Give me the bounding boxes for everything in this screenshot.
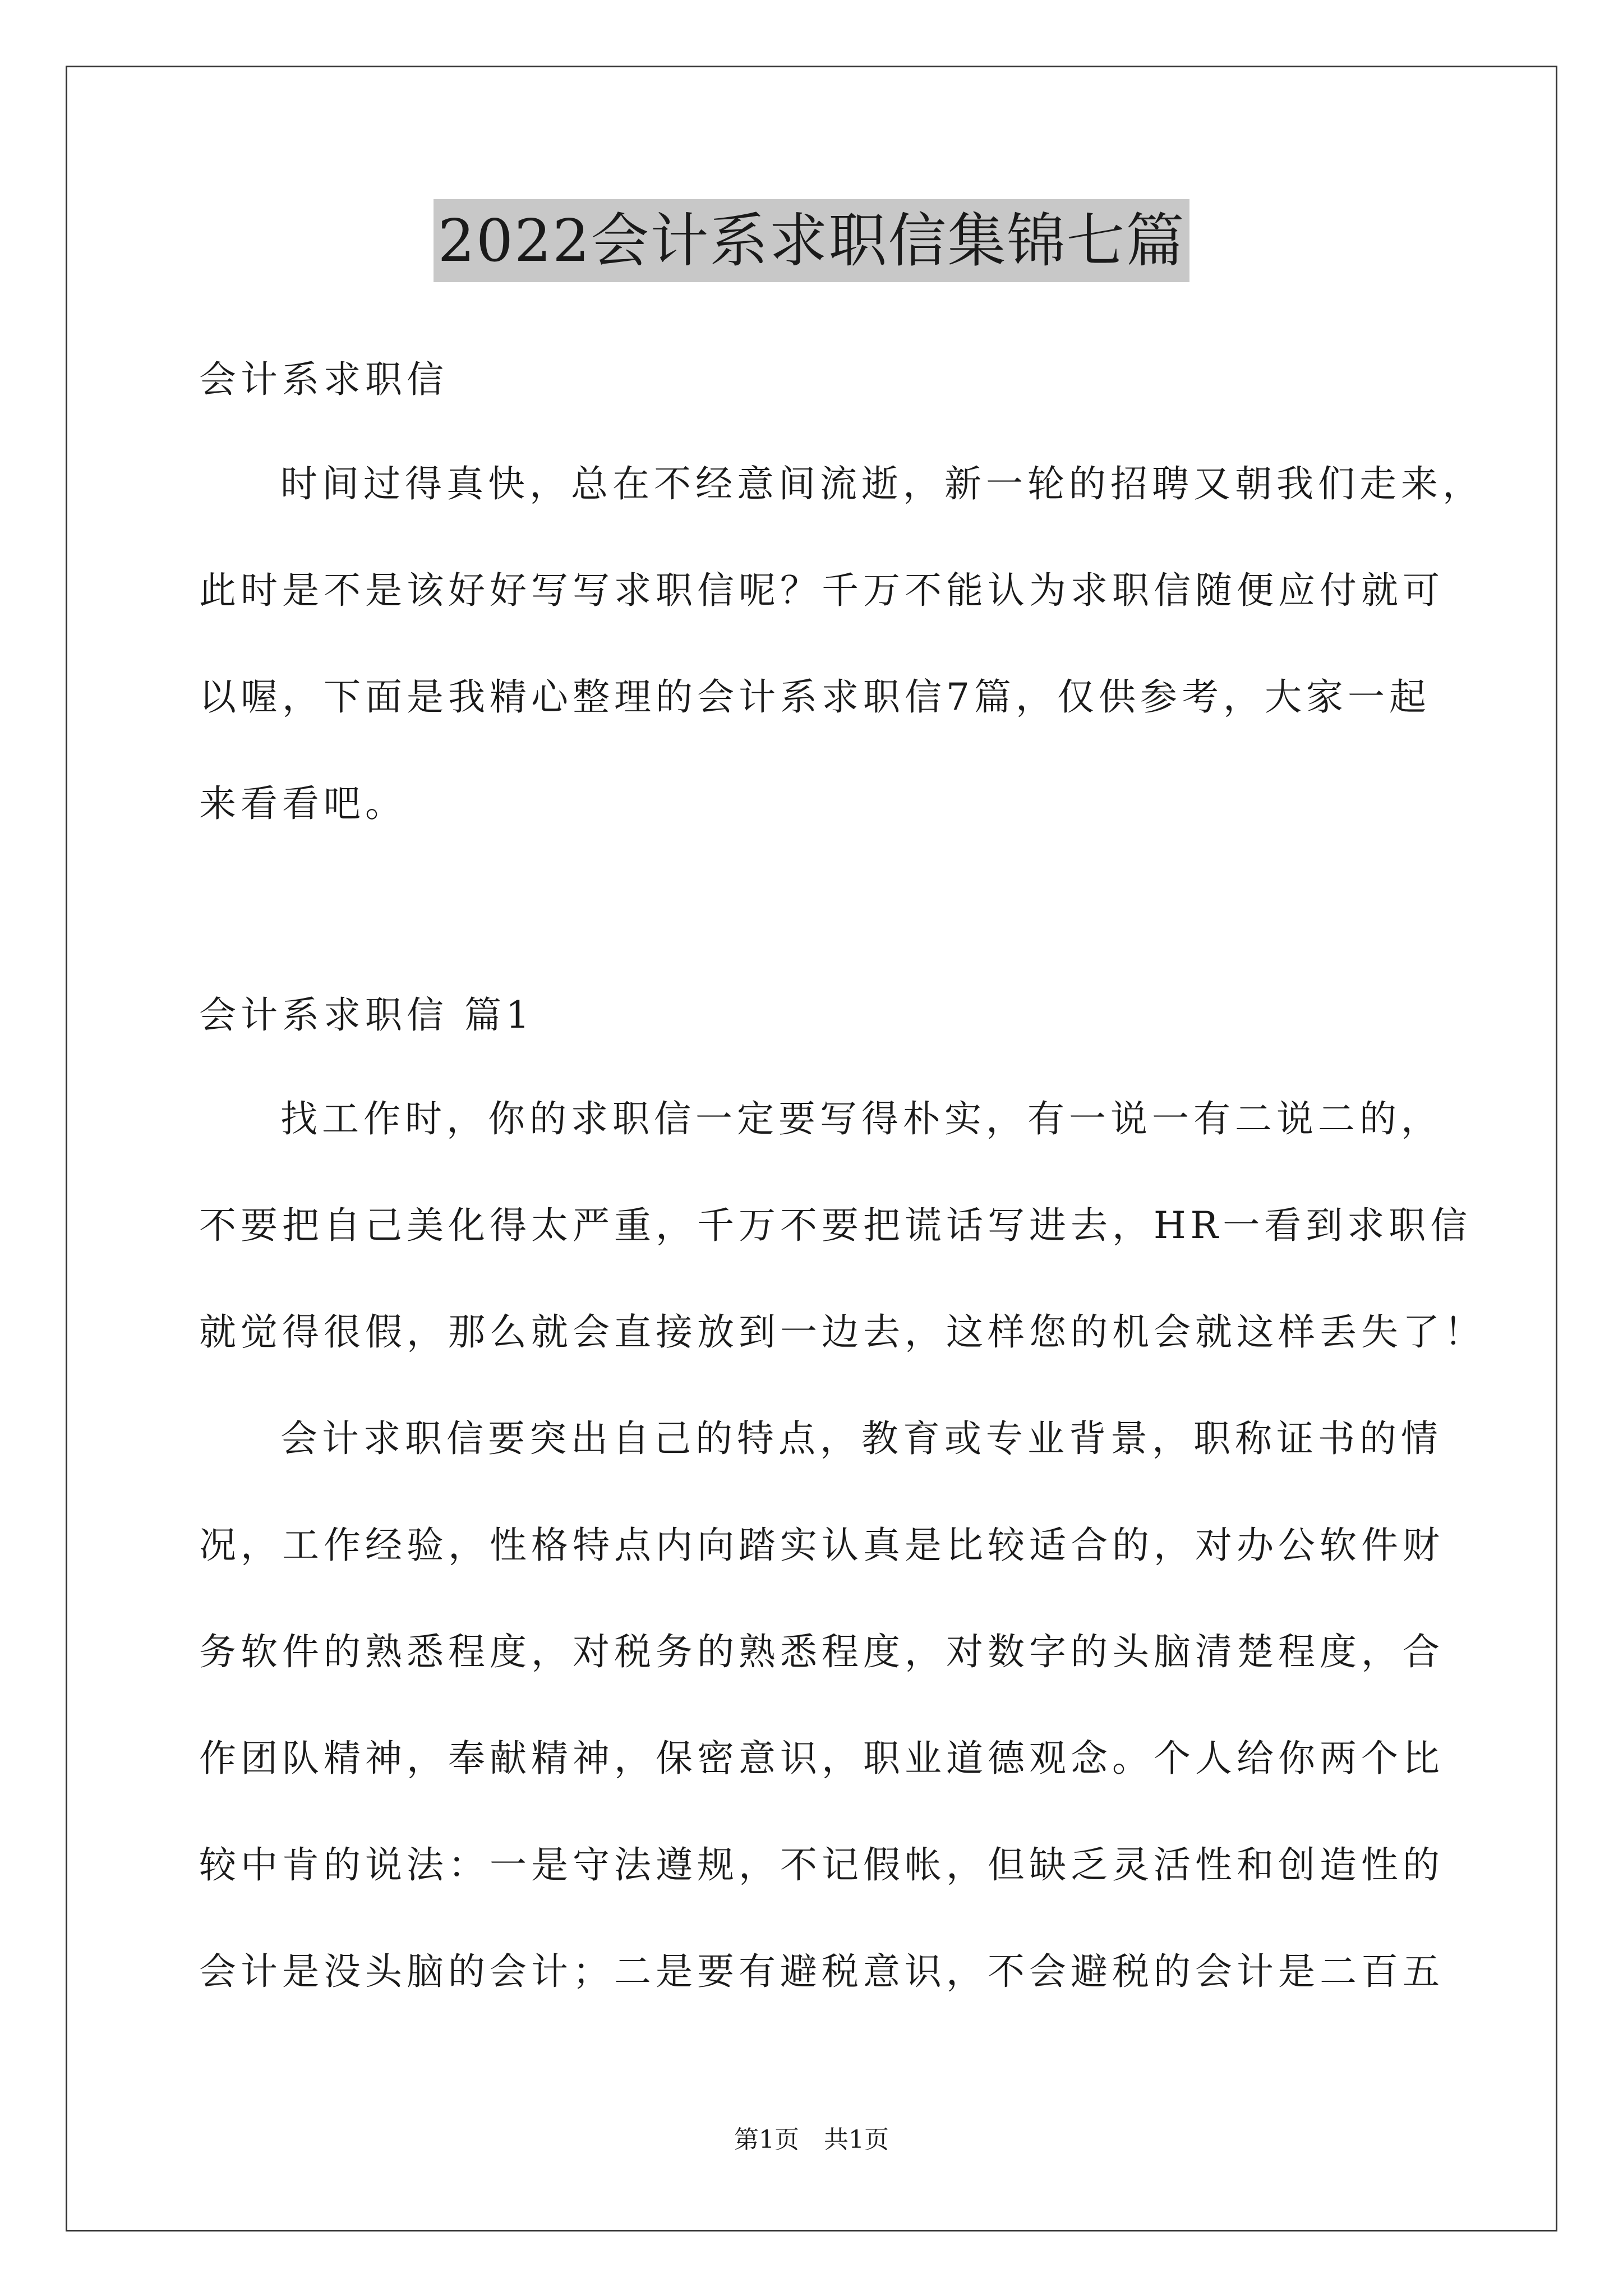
paragraph-line: 以喔，下面是我精心整理的会计系求职信7篇，仅供参考，大家一起 — [199, 675, 1431, 719]
paragraph-line: 来看看吧。 — [199, 782, 407, 825]
paragraph-line: 况，工作经验，性格特点内向踏实认真是比较适合的，对办公软件财 — [199, 1524, 1444, 1567]
title-container — [0, 199, 1623, 282]
paragraph-line: 此时是不是该好好写写求职信呢？千万不能认为求职信随便应付就可 — [199, 569, 1444, 612]
paragraph-line: 就觉得很假，那么就会直接放到一边去，这样您的机会就这样丢失了！ — [199, 1310, 1486, 1354]
paragraph-line: 务软件的熟悉程度，对税务的熟悉程度，对数字的头脑清楚程度，合 — [199, 1630, 1444, 1673]
page-footer: 第1页 共1页 — [734, 2125, 889, 2154]
paragraph-line: 较中肯的说法：一是守法遵规，不记假帐，但缺乏灵活性和创造性的 — [199, 1843, 1444, 1887]
section-1-paragraph-2 — [199, 1386, 1444, 2025]
section-1-paragraph-1 — [199, 1066, 1486, 1386]
intro-paragraph — [199, 431, 1484, 857]
document-title: 2022会计系求职信集锦七篇 — [434, 199, 1190, 282]
paragraph-line: 时间过得真快，总在不经意间流逝，新一轮的招聘又朝我们走来， — [280, 462, 1484, 505]
section-heading-intro: 会计系求职信 — [199, 358, 448, 401]
section-heading-1: 会计系求职信 篇1 — [199, 993, 534, 1037]
paragraph-line: 会计是没头脑的会计；二是要有避税意识，不会避税的会计是二百五 — [199, 1950, 1444, 1993]
paragraph-line: 作团队精神，奉献精神，保密意识，职业道德观念。个人给你两个比 — [199, 1737, 1444, 1780]
paragraph-line: 会计求职信要突出自己的特点，教育或专业背景，职称证书的情 — [280, 1417, 1442, 1460]
paragraph-line: 找工作时，你的求职信一定要写得朴实，有一说一有二说二的， — [280, 1097, 1442, 1140]
paragraph-line: 不要把自己美化得太严重，千万不要把谎话写进去，HR一看到求职信 — [199, 1204, 1472, 1247]
